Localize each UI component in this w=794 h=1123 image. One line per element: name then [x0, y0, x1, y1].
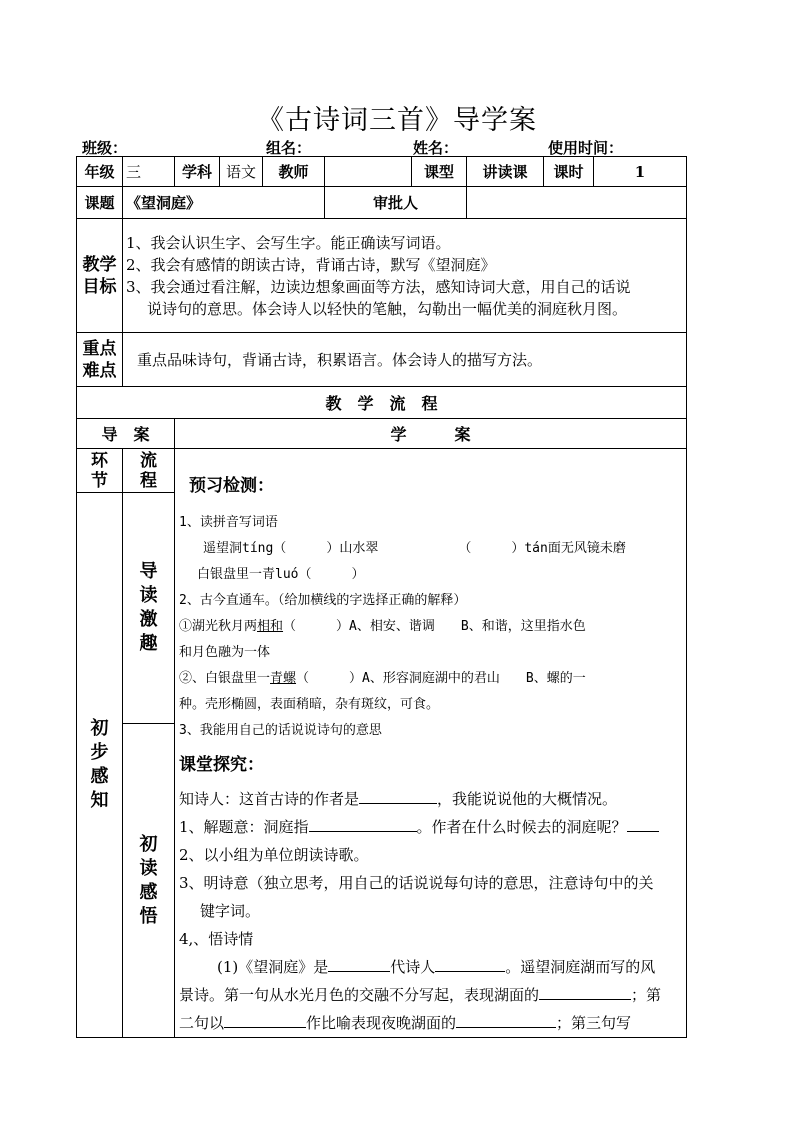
- question-1-line: 白银盘里一青luó（ ）: [197, 567, 365, 582]
- poet-line: 知诗人：这首古诗的作者是 ，我能说说他的大概情况。: [179, 790, 618, 808]
- guide-header: 导 案: [77, 419, 175, 449]
- keypoints-label: 重点难点: [77, 333, 123, 387]
- question-1: 1、读拼音写词语: [179, 515, 278, 530]
- question-1-line: 遥望洞tíng（ ）山水翠 （ ）tán面无风镜未磨: [203, 541, 626, 556]
- period-value: 1: [594, 157, 687, 187]
- task-2: 2、以小组为单位朗读诗歌。: [179, 846, 369, 864]
- class-inquiry-title: 课堂探究：: [179, 755, 264, 775]
- task-1: 1、解题意：洞庭指 。作者在什么时候去的洞庭呢？: [179, 813, 682, 841]
- question-2-item-cont: 和月色融为一体: [179, 645, 271, 660]
- period-label: 课时: [544, 157, 594, 187]
- flow-label-2: 初读感悟: [123, 724, 175, 1038]
- type-value: 讲读课: [467, 157, 544, 187]
- subject-value: 语文: [220, 157, 263, 187]
- task-4-line: 二句以 作比喻表现夜晚湖面的 ；第三句写: [179, 1014, 632, 1032]
- question-3: 3、我能用自己的话说说诗句的意思: [179, 723, 382, 738]
- goal-item: 2、我会有感情的朗读古诗，背诵古诗，默写《望洞庭》: [126, 255, 496, 274]
- goals-label: 教学目标: [77, 219, 123, 333]
- goals-content: [123, 219, 687, 333]
- question-2-item-cont: 种。壳形椭圆，表面稍暗，杂有斑纹，可食。: [179, 697, 440, 712]
- grade-label: 年级: [77, 157, 123, 187]
- task-4-line: 景诗。第一句从水光月色的交融不分写起，表现湖面的 ；第: [179, 986, 662, 1004]
- stage-label: 初步感知: [77, 493, 123, 1038]
- flow-header: 教 学 流 程: [77, 387, 687, 419]
- type-label: 课型: [412, 157, 467, 187]
- flow-label-1: 导读激趣: [123, 493, 175, 724]
- time-label: 使用时间：: [548, 139, 624, 157]
- question-2-item: ①湖光秋月两相和（ ）A、相安、谐调 B、和谐，这里指水色: [179, 619, 586, 634]
- task-4-line: (1)《望洞庭》是 代诗人 。遥望洞庭湖而写的风: [217, 958, 656, 976]
- topic-value: 《望洞庭》: [123, 187, 325, 219]
- lesson-plan-table: [76, 156, 687, 1038]
- stage-col-header: 环节: [77, 449, 123, 493]
- teacher-label: 教师: [263, 157, 325, 187]
- task-3-cont: 键字词。: [200, 902, 261, 920]
- keypoints-text: 重点品味诗句，背诵古诗，积累语言。体会诗人的描写方法。: [123, 333, 687, 387]
- approver-label: 审批人: [325, 187, 467, 219]
- approver-value: [467, 187, 687, 219]
- preview-title: 预习检测：: [189, 476, 274, 496]
- question-2-item: ②、白银盘里一青螺（ ）A、形容洞庭湖中的君山 B、螺的一: [179, 671, 586, 686]
- question-2: 2、古今直通车。（给加横线的字选择正确的解释）: [179, 593, 467, 608]
- study-content: [175, 449, 687, 1038]
- inquiry-tasks: [179, 785, 682, 1037]
- subject-label: 学科: [175, 157, 220, 187]
- preview-questions: [179, 510, 682, 744]
- teacher-value: [325, 157, 412, 187]
- name-label: 姓名：: [413, 139, 459, 157]
- page-title: 《古诗词三首》导学案: [257, 105, 537, 136]
- goal-item: 3、我会通过看注解，边读边想象画面等方法，感知诗词大意，用自己的话说: [126, 277, 631, 296]
- group-label: 组名：: [266, 139, 312, 157]
- task-4: 4,、悟诗情: [179, 930, 254, 948]
- class-label: 班级：: [82, 139, 128, 157]
- topic-label: 课题: [77, 187, 123, 219]
- study-header: 学 案: [175, 419, 687, 449]
- goal-item: 说诗句的意思。体会诗人以轻快的笔触，勾勒出一幅优美的洞庭秋月图。: [147, 299, 628, 318]
- task-3: 3、明诗意（独立思考，用自己的话说说每句诗的意思，注意诗句中的关: [179, 874, 654, 892]
- grade-value: 三: [123, 157, 175, 187]
- flow-col-header: 流程: [123, 449, 175, 493]
- goal-item: 1、我会认识生字、会写生字。能正确读写词语。: [126, 233, 451, 252]
